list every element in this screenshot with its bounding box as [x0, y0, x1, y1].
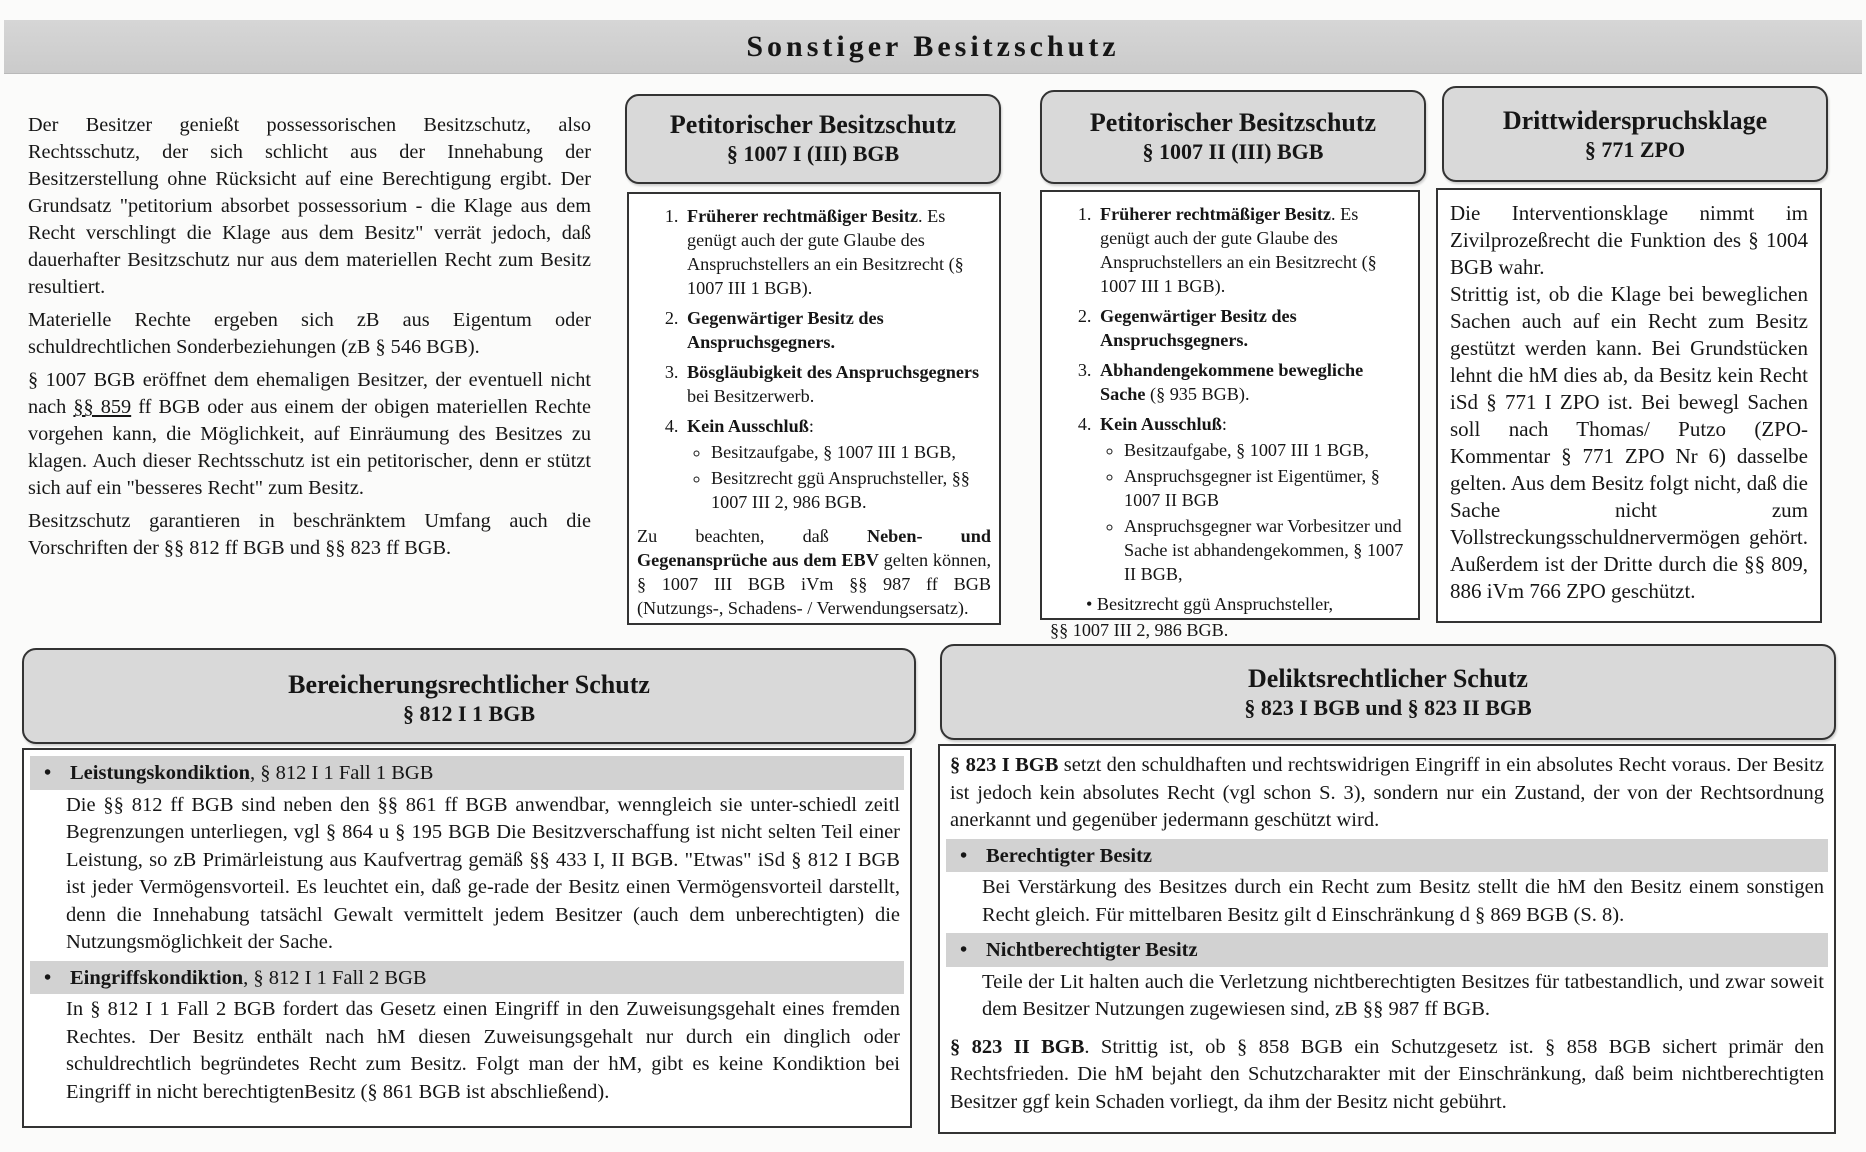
- paragraph: [940, 1028, 1834, 1121]
- bullet-item: ◦ Anspruchsgegner ist Eigentümer, § 1007 II BGB: [1124, 464, 1410, 512]
- box-subtitle: § 1007 I (III) BGB: [726, 141, 900, 166]
- item-text: (§ 935 BGB).: [1145, 384, 1250, 404]
- requirements-list: [1050, 202, 1410, 586]
- box-header-petitorisch-2: [1040, 90, 1426, 184]
- bullet-item: • Besitzrecht ggü Anspruchsteller,: [1086, 594, 1334, 614]
- bullet-item: ◦ Anspruchsgegner war Vorbesitzer und Sache ist abhandengekommen, § 1007 II BGB,: [1124, 514, 1410, 586]
- text-run: setzt den schuldhaften und rechtswidrigen Eingriff in ein absolutes Recht voraus. Der Besitz ist jedoch kein absolutes Recht (vgl schon S. 3), sondern nur ein Zustand, der von der Rechtsordnung anerkannt und gegenüber jedermann geschützt wird.: [950, 754, 1824, 831]
- section-band: [946, 933, 1828, 967]
- item-bold: Abhandengekommene bewegliche Sache: [1100, 360, 1364, 404]
- item-bold: Früherer rechtmäßiger Besitz: [1100, 204, 1331, 224]
- box-content-bereicherung: [22, 748, 912, 1128]
- list-item: [683, 414, 991, 514]
- item-text: :: [808, 416, 814, 436]
- band-bold: Eingriffskondiktion: [70, 966, 244, 989]
- text-bold: § 823 II BGB: [950, 1035, 1085, 1058]
- paragraph: Bei Verstärkung des Besitzes durch ein Recht zum Besitz stellt die hM den Besitz einem sonstigen Recht gleich. Für mittelbaren Besitz gilt d Einschränkung d § 869 BGB (S. 8).: [982, 876, 1824, 926]
- item-bold: Früherer rechtmäßiger Besitz: [687, 206, 918, 226]
- list-item: [1096, 202, 1410, 298]
- item-bold: Gegenwärtiger Besitz des Anspruchsgegners.: [687, 308, 884, 352]
- section-band: [30, 756, 904, 790]
- item-text: . Es genügt auch der gute Glaube des Anspruchstellers an ein Besitzrecht (§ 1007 III 1 BGB).: [1100, 204, 1377, 296]
- box-content-drittwiderspruchsklage: [1436, 188, 1822, 623]
- intro-paragraph: Besitzschutz garantieren in beschränktem Umfang auch die Vorschriften der §§ 812 ff BGB und §§ 823 ff BGB.: [28, 510, 591, 559]
- band-bold: Berechtigter Besitz: [986, 844, 1153, 867]
- bullet-item: ◦ Besitzaufgabe, § 1007 III 1 BGB,: [1124, 438, 1410, 462]
- exclusion-list: [687, 440, 991, 514]
- item-text: . Es genügt auch der gute Glaube des Anspruchstellers an ein Besitzrecht (§ 1007 III 1 BGB).: [687, 206, 964, 298]
- requirements-list: [637, 204, 991, 514]
- list-item: [683, 360, 991, 408]
- box-title: Drittwiderspruchsklage: [1502, 106, 1768, 135]
- band-text: , § 812 I 1 Fall 2 BGB: [243, 966, 427, 989]
- bullet-continuation: §§ 1007 III 2, 986 BGB.: [1050, 620, 1229, 640]
- note: [637, 524, 991, 620]
- text-run: . Strittig ist, ob § 858 BGB ein Schutzgesetz ist. § 858 BGB sichert primär den Rechtsfrieden. Die hM bejaht den Schutzcharakter mit der Einschränkung, daß beim nichtberechtigten Besitzer ggf kein Schaden vorliegt, da ihm der Besitz nicht gebührt.: [950, 1035, 1824, 1113]
- section-band: [946, 839, 1828, 873]
- bullet-icon: •: [960, 844, 968, 867]
- box-title: Petitorischer Besitzschutz: [1089, 108, 1377, 137]
- bullet-item: ◦ Besitzaufgabe, § 1007 III 1 BGB,: [711, 440, 991, 464]
- paragraph: Die Interventionsklage nimmt im Zivilprozeßrecht die Funktion des § 1004 BGB wahr.: [1450, 201, 1808, 279]
- item-text: bei Besitzerwerb.: [687, 386, 815, 406]
- bullet-icon: •: [960, 939, 968, 961]
- text-bold: § 823 I BGB: [950, 754, 1059, 776]
- band-bold: Leistungskondiktion: [70, 762, 251, 784]
- intro-text: [28, 112, 591, 568]
- item-bold: Gegenwärtiger Besitz des Anspruchsgegners.: [1100, 306, 1297, 350]
- note-bold: Neben- und Gegenansprüche aus dem EBV: [637, 526, 991, 570]
- box-subtitle: § 771 ZPO: [1584, 137, 1686, 162]
- box-content-petitorisch-2: [1040, 190, 1420, 640]
- item-bold: Bösgläubigkeit des Anspruchsgegners: [687, 362, 980, 382]
- bullet-icon: •: [44, 762, 52, 784]
- item-text: :: [1221, 414, 1227, 434]
- band-text: , § 812 I 1 Fall 1 BGB: [250, 762, 434, 784]
- text-run: ff BGB oder aus einem der obigen materiellen Rechte vorgehen kann, die Möglichkeit, auf Einräumung des Besitzes zu klagen. Auch dieser Rechtsschutz ist ein petitorischer, denn er stützt sich auf ein "besseres Recht" zum Besitz.: [28, 396, 591, 499]
- bullet-item: ◦ Besitzrecht ggü Anspruchsteller, §§ 1007 III 2, 986 BGB.: [711, 466, 991, 514]
- box-content-petitorisch-1: [627, 192, 1001, 625]
- list-item: [1096, 304, 1410, 352]
- box-header-delikt: [940, 644, 1836, 740]
- list-item: [1096, 412, 1410, 586]
- section-band: [30, 961, 904, 995]
- intro-paragraph: Materielle Rechte ergeben sich zB aus Eigentum oder schuldrechtlichen Sonderbeziehungen (zB § 546 BGB).: [28, 309, 591, 358]
- box-subtitle: § 823 I BGB und § 823 II BGB: [1244, 695, 1532, 720]
- paragraph: Die §§ 812 ff BGB sind neben den §§ 861 ff BGB anwendbar, wenngleich sie unter-schiedl zeitl Begrenzungen unterliegen, vgl § 864 u § 195 BGB Die Besitzverschaffung ist nicht selten Teil einer Leistung, so zB Primärleistung aus Kaufvertrag gemäß §§ 433 I, II BGB. "Etwas" iSd § 812 I BGB ist jeder Vermögensvorteil. Es leuchtet ein, daß ge-rade der Besitz einen Vermögensvorteil darstellt, denn die Innehabung tatsächl Gewalt vermittelt jedem Besitzer (auch dem unberechtigten) die Nutzungsmöglichkeit der Sache.: [66, 793, 900, 953]
- paragraph: [940, 746, 1834, 839]
- box-title: Deliktsrechtlicher Schutz: [1248, 664, 1528, 693]
- box-subtitle: § 1007 II (III) BGB: [1142, 139, 1324, 164]
- box-header-bereicherung: [22, 648, 916, 744]
- list-item: [1096, 358, 1410, 406]
- box-title: Bereicherungsrechtlicher Schutz: [288, 670, 650, 699]
- item-bold: Kein Ausschluß: [1100, 414, 1222, 434]
- paragraph: In § 812 I 1 Fall 2 BGB fordert das Gesetz einen Eingriff in den Zuweisungsgehalt eines fremden Rechtes. Der Besitz enthält nach hM diesen Zuweisungsgehalt nur durch ein dinglich oder schuldrechtlich begründetes Recht zum Besitz. Folgt man der hM, gibt es keine Kondiktion bei Eingriff in nicht berechtigtenBesitz (§ 861 BGB ist abschließend).: [66, 998, 900, 1103]
- box-subtitle: § 812 I 1 BGB: [402, 701, 536, 726]
- paragraph: Teile der Lit halten auch die Verletzung nichtberechtigten Besitzes für tatbestandlich, und zwar soweit dem Besitzer Nutzungen zugewiesen sind, zB §§ 987 ff BGB.: [982, 970, 1824, 1020]
- paragraph: Strittig ist, ob die Klage bei beweglichen Sachen auch auf ein Recht zum Besitz gestützt werden kann. Bei Grundstücken lehnt die hM dies ab, da Besitz kein Recht iSd § 771 I ZPO ist. Bei bewegl Sachen soll nach Thomas/ Putzo (ZPO-Kommentar § 771 ZPO Nr 6) dasselbe gelten. Aus dem Besitz folgt nicht, daß die Sache nicht zum Vollstreckungsschuldnervermögen gehört. Außerdem ist der Dritte durch die §§ 809, 886 iVm 766 ZPO geschützt.: [1450, 282, 1808, 603]
- list-item: [683, 204, 991, 300]
- intro-paragraph: [28, 367, 591, 502]
- box-header-petitorisch-1: [625, 94, 1001, 184]
- box-content-delikt: [938, 744, 1836, 1134]
- item-bold: Kein Ausschluß: [687, 416, 809, 436]
- text-run: Zu beachten, daß: [637, 526, 867, 546]
- intro-paragraph: Der Besitzer genießt possessorischen Besitzschutz, also Rechtsschutz, der sich schlicht aus der Innehabung der Besitzerstellung ohne Rücksicht auf eine Berechtigung ergibt. Der Grundsatz "petitorium absorbet possessorium - die Klage aus dem Recht verschlingt die Klage aus dem Besitz" verrät jedoch, daß dauerhafter Besitzschutz nur aus dem materiellen Recht zum Besitz resultiert.: [28, 114, 591, 298]
- text-run: § 1007 BGB eröffnet dem ehemaligen Besitzer, der eventuell nicht nach: [28, 369, 591, 418]
- text-run: gelten können, § 1007 III BGB iVm §§ 987 ff BGB (Nutzungs-, Schadens- / Verwendungsersatz).: [637, 550, 991, 618]
- exclusion-list: [1100, 438, 1410, 586]
- band-bold: Nichtberechtigter Besitz: [986, 939, 1198, 961]
- page-title: Sonstiger Besitzschutz: [4, 20, 1862, 74]
- cross-reference: §§ 859: [73, 396, 132, 418]
- bullet-icon: •: [44, 966, 52, 989]
- list-item: [683, 306, 991, 354]
- box-title: Petitorischer Besitzschutz: [669, 110, 957, 139]
- box-header-drittwiderspruchsklage: [1442, 86, 1828, 182]
